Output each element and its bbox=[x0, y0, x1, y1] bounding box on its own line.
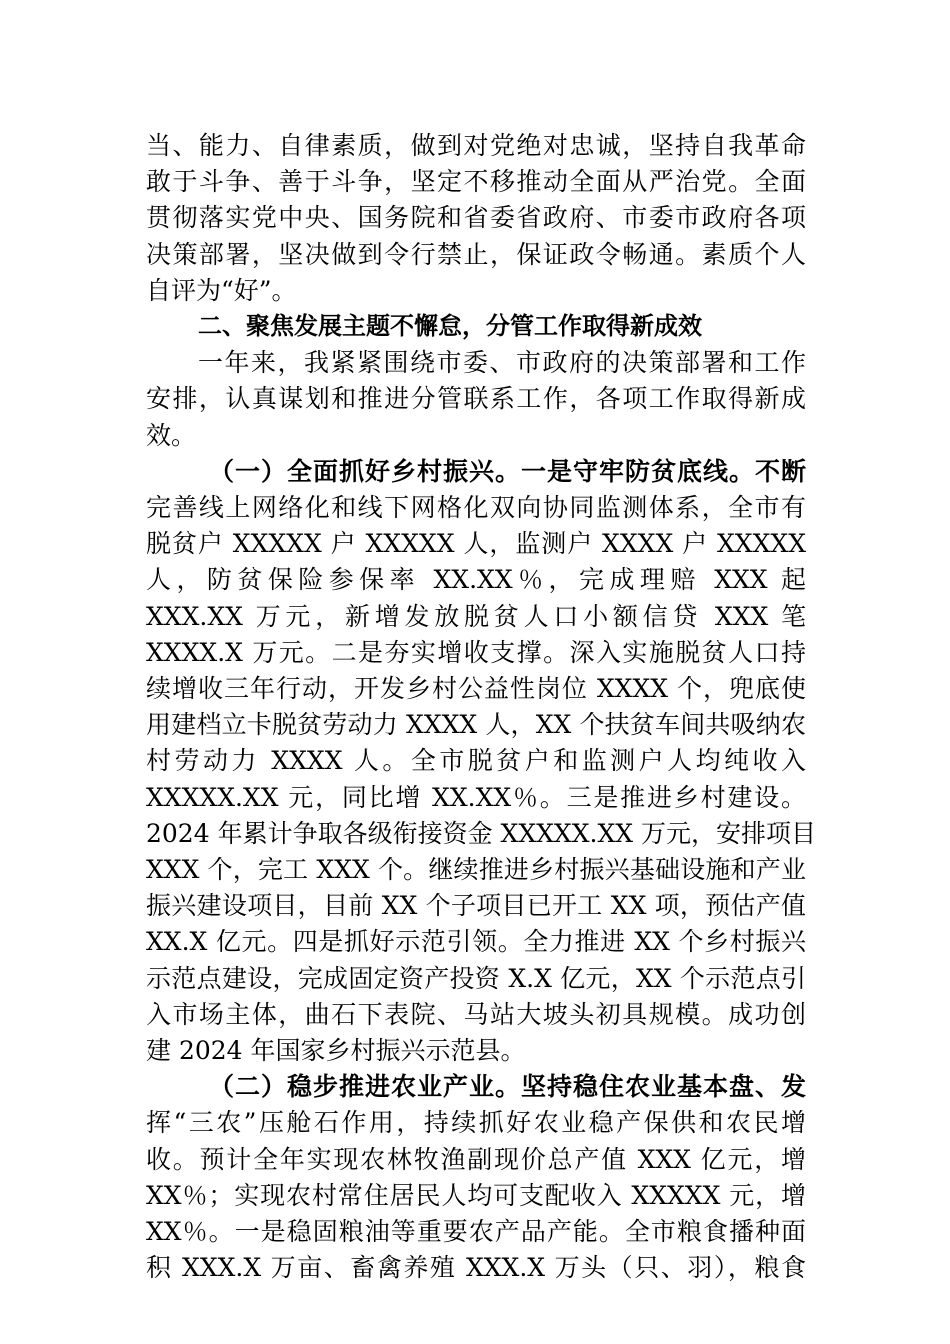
text-line: 完善线上网络化和线下网格化双向协同监测体系，全市有 bbox=[146, 493, 806, 522]
text-line: 人，防贫保险参保率 XX.XX％，完成理赔 XXX 起 bbox=[146, 565, 806, 595]
text-line: 振兴建设项目，目前 XX 个子项目已开工 XX 项，预估产值 bbox=[146, 891, 806, 921]
text-line: 收。预计全年实现农林牧渔副现价总产值 XXX 亿元，增 bbox=[146, 1144, 806, 1174]
text-line: XXXXX.XX 元，同比增 XX.XX％。三是推进乡村建设。 bbox=[146, 782, 806, 812]
text-line: 一年来，我紧紧围绕市委、市政府的决策部署和工作 bbox=[198, 348, 806, 378]
text-line: 建 2024 年国家乡村振兴示范县。 bbox=[146, 1036, 526, 1065]
text-line: 决策部署，坚决做到令行禁止，保证政令畅通。素质个人 bbox=[146, 239, 806, 269]
text-line: XX％。一是稳固粮油等重要农产品产能。全市粮食播种面 bbox=[146, 1217, 806, 1246]
section-heading: 二、聚焦发展主题不懈怠，分管工作取得新成效 bbox=[198, 312, 702, 340]
text-line: 用建档立卡脱贫劳动力 XXXX 人，XX 个扶贫车间共吸纳农 bbox=[146, 710, 806, 740]
text-line: XX.X 亿元。四是抓好示范引领。全力推进 XX 个乡村振兴 bbox=[146, 927, 806, 957]
text-line: 挥“三农”压舱石作用，持续抓好农业稳产保供和农民增 bbox=[146, 1108, 806, 1138]
text-line: XXX 个，完工 XXX 个。继续推进乡村振兴基础设施和产业 bbox=[146, 855, 806, 884]
text-line: （二）稳步推进农业产业。坚持稳住农业基本盘、发 bbox=[209, 1072, 806, 1102]
text-line: XXXX.X 万元。二是夯实增收支撑。深入实施脱贫人口持 bbox=[146, 637, 806, 667]
text-line: （一）全面抓好乡村振兴。一是守牢防贫底线。不断 bbox=[209, 456, 806, 486]
text-line: 效。 bbox=[146, 420, 197, 450]
text-line: 示范点建设，完成固定资产投资 X.X 亿元，XX 个示范点引 bbox=[146, 963, 806, 993]
text-line: 敢于斗争、善于斗争，坚定不移推动全面从严治党。全面 bbox=[146, 167, 806, 197]
text-line: 2024 年累计争取各级衔接资金 XXXXX.XX 万元，安排项目 bbox=[146, 818, 816, 848]
text-line: 安排，认真谋划和推进分管联系工作，各项工作取得新成 bbox=[146, 384, 806, 414]
text-line: 续增收三年行动，开发乡村公益性岗位 XXXX 个，兜底使 bbox=[146, 674, 806, 703]
text-line: 积 XXX.X 万亩、畜禽养殖 XXX.X 万头（只、羽），粮食 bbox=[146, 1253, 806, 1283]
text-line: XX％；实现农村常住居民人均可支配收入 XXXXX 元，增 bbox=[146, 1180, 806, 1210]
text-line: 脱贫户 XXXXX 户 XXXXX 人，监测户 XXXX 户 XXXXX bbox=[146, 529, 806, 559]
text-line: 入市场主体，曲石下表院、马站大坡头初具规模。成功创 bbox=[146, 999, 806, 1029]
text-line: 贯彻落实党中央、国务院和省委省政府、市委市政府各项 bbox=[146, 203, 806, 233]
text-line: XXX.XX 万元，新增发放脱贫人口小额信贷 XXX 笔 bbox=[146, 601, 806, 631]
text-line: 自评为“好”。 bbox=[146, 275, 297, 305]
text-line: 村劳动力 XXXX 人。全市脱贫户和监测户人均纯收入 bbox=[146, 746, 806, 776]
text-line: 当、能力、自律素质，做到对党绝对忠诚，坚持自我革命 bbox=[146, 131, 806, 160]
